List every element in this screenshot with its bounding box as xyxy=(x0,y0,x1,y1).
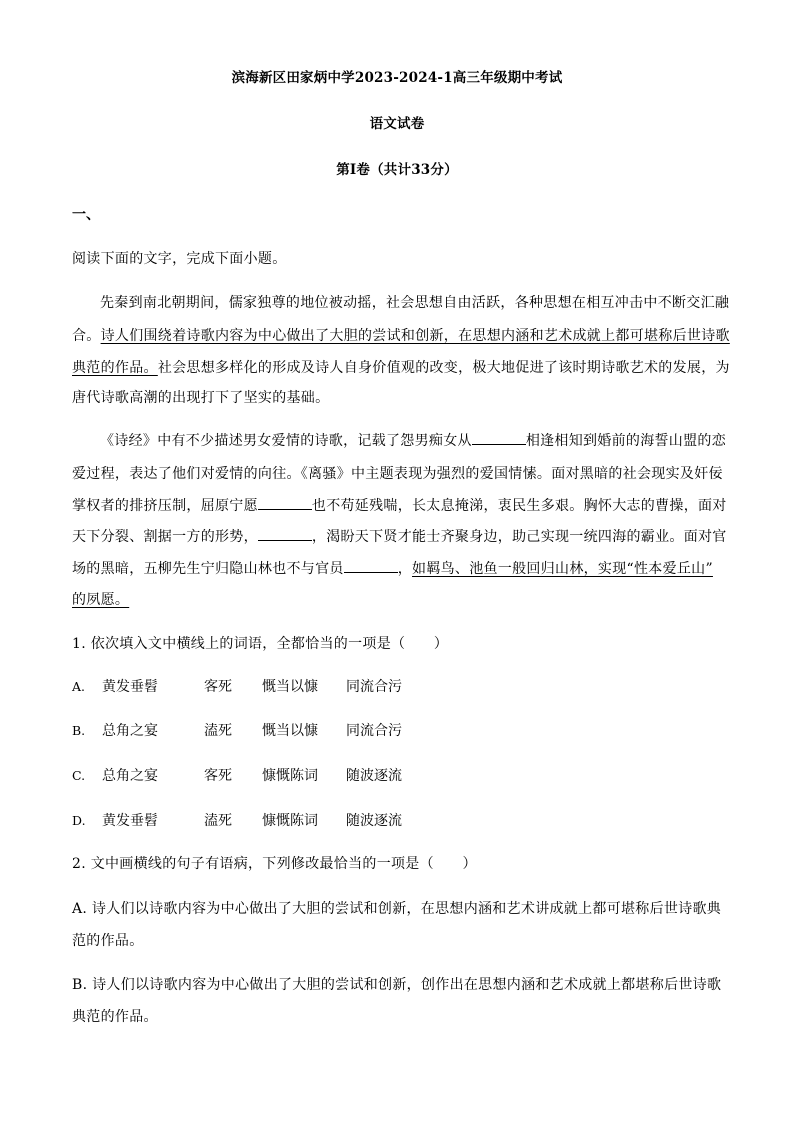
passage2-line1 xyxy=(100,430,750,450)
passage2-line3-b: 也不苟延残喘，长太息掩涕，衷民生多艰。胸怀大志的曹操，面对 xyxy=(311,498,727,514)
underlined-sentence-part1: 诗人们围绕着诗歌内容为中心做出了大胆的尝试和创新，在思想内涵和艺术成就上都可堪称后世诗歌 xyxy=(100,328,730,344)
passage1-line3 xyxy=(72,357,730,377)
fill-blank-2 xyxy=(258,497,312,510)
underlined-clause-part1: 如羁鸟、池鱼一般回归山林，实现“性本爱丘山” xyxy=(412,561,713,577)
passage2-line3-a: 掌权者的排挤压制，屈原宁愿 xyxy=(72,498,258,514)
passage2-line1-b: 相逢相知到婚前的海誓山盟的恋 xyxy=(525,433,727,449)
underlined-sentence-part2: 典范的作品。 xyxy=(72,360,158,376)
passage1-line1: 先秦到南北朝期间，儒家独尊的地位被动摇，社会思想自由活跃，各种思想在相互冲击中不断交汇融 xyxy=(100,295,730,311)
passage2-line4 xyxy=(72,526,727,546)
option-word-2: 溘死 xyxy=(204,723,232,739)
q1-option-c[interactable] xyxy=(72,765,436,785)
q2-option-a-line2[interactable]: 范的作品。 xyxy=(72,933,144,949)
option-word-3: 慷慨陈词 xyxy=(262,813,318,829)
question-1-stem: 1. 依次填入文中横线上的词语，全都恰当的一项是（ ） xyxy=(72,636,449,652)
passage2-line6 xyxy=(72,589,722,609)
option-word-1: 总角之宴 xyxy=(102,723,158,739)
option-label: B. xyxy=(72,723,86,738)
option-word-3: 慨当以慷 xyxy=(262,679,318,695)
q2-option-a-line1[interactable]: A. 诗人们以诗歌内容为中心做出了大胆的尝试和创新，在思想内涵和艺术讲成就上都可堪称后世诗歌典 xyxy=(72,901,722,917)
option-label: D. xyxy=(72,813,86,828)
passage1-line2-text: 合。 xyxy=(72,328,101,344)
fill-blank-1 xyxy=(472,432,526,445)
option-word-2: 溘死 xyxy=(204,813,232,829)
q2-option-b-line1[interactable]: B. 诗人们以诗歌内容为中心做出了大胆的尝试和创新，创作出在思想内涵和艺术成就上都堪称后世诗歌 xyxy=(72,977,722,993)
school-exam-title: 滨海新区田家炳中学2023-2024-1高三年级期中考试 xyxy=(231,70,563,86)
option-label: A. xyxy=(72,679,86,694)
option-word-1: 黄发垂髫 xyxy=(102,813,158,829)
q1-option-b[interactable] xyxy=(72,720,436,740)
option-word-4: 随波逐流 xyxy=(346,813,402,829)
passage2-line4-a: 天下分裂、割据一方的形势， xyxy=(72,529,258,545)
fill-blank-3 xyxy=(258,528,312,541)
option-word-1: 总角之宴 xyxy=(102,768,158,784)
passage2-line1-a: 《诗经》中有不少描述男女爱情的诗歌，记载了怨男痴女从 xyxy=(100,433,472,449)
option-word-3: 慷慨陈词 xyxy=(262,768,318,784)
option-word-3: 慨当以慷 xyxy=(262,723,318,739)
question-2-stem: 2. 文中画横线的句子有语病，下列修改最恰当的一项是（ ） xyxy=(72,856,477,872)
fill-blank-4 xyxy=(344,560,398,573)
q1-option-a[interactable] xyxy=(72,676,436,696)
option-label: C. xyxy=(72,768,86,783)
q1-option-d[interactable] xyxy=(72,810,436,830)
underlined-clause-part2: 的夙愿。 xyxy=(72,592,130,608)
passage1-line3-text: 社会思想多样化的形成及诗人自身价值观的改变，极大地促进了该时期诗歌艺术的发展，为 xyxy=(157,360,730,376)
passage2-line4-b: ，渴盼天下贤才能士齐聚身边，助己实现一统四海的霸业。面对官 xyxy=(311,529,727,545)
section-instruction: 阅读下面的文字，完成下面小题。 xyxy=(72,251,287,267)
section-number: 一、 xyxy=(72,207,100,223)
option-word-1: 黄发垂髫 xyxy=(102,679,158,695)
option-word-2: 客死 xyxy=(204,768,232,784)
passage1-line4: 唐代诗歌高潮的出现打下了坚实的基础。 xyxy=(72,390,330,406)
option-word-4: 随波逐流 xyxy=(346,768,402,784)
option-word-2: 客死 xyxy=(204,679,232,695)
option-word-4: 同流合污 xyxy=(346,679,402,695)
passage2-line5 xyxy=(72,558,722,578)
passage2-line2: 爱过程，表达了他们对爱情的向往。《离骚》中主题表现为强烈的爱国情愫。面对黑暗的社会现实及奸佞 xyxy=(72,466,723,482)
passage2-line5-b: ， xyxy=(397,561,413,577)
passage1-line2 xyxy=(72,325,730,345)
passage2-line3 xyxy=(72,495,727,515)
option-word-4: 同流合污 xyxy=(346,723,402,739)
q2-option-b-line2[interactable]: 典范的作品。 xyxy=(72,1009,158,1025)
paper-title: 语文试卷 xyxy=(369,116,425,132)
volume-title: 第Ⅰ卷（共计33分） xyxy=(336,162,458,178)
passage2-line5-a: 场的黑暗，五柳先生宁归隐山林也不与官员 xyxy=(72,561,344,577)
